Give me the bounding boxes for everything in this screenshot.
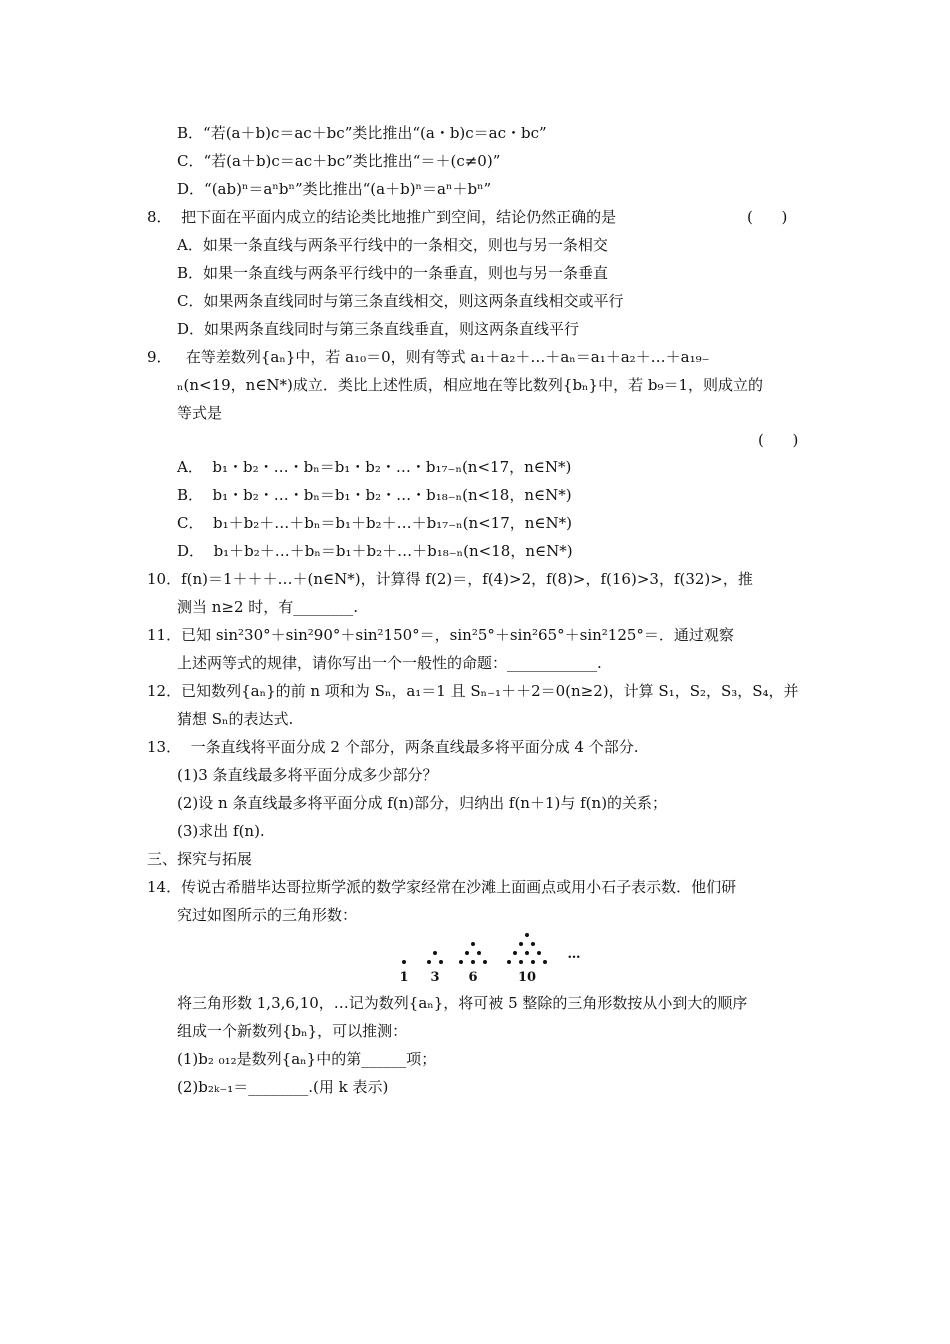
q14-stem-line2: 究过如图所示的三角形数： — [177, 906, 358, 924]
dot — [402, 960, 406, 964]
dot — [525, 933, 529, 937]
q8-option-d: D．如果两条直线同时与第三条直线垂直，则这两条直线平行 — [177, 320, 580, 338]
dot — [433, 951, 437, 955]
q14-after-line1: 将三角形数 1,3,6,10，…记为数列{aₙ}，将可被 5 整除的三角形数按从小到大的顺序 — [177, 994, 748, 1012]
q12-line1: 12．已知数列{aₙ}的前 n 项和为 Sₙ，a₁＝1 且 Sₙ₋₁＋＋2＝0(n≥2)，计算 S₁，S₂，S₃，S₄，并 — [147, 682, 799, 700]
q7-option-b: B．“若(a＋b)c＝ac＋bc”类比推出“(a・b)c＝ac・bc” — [177, 124, 547, 142]
figure-label-6: 6 — [468, 970, 478, 985]
figure-label-1: 1 — [399, 970, 409, 985]
q10-line2: 测当 n≥2 时，有________. — [177, 598, 359, 616]
figure-label-3: 3 — [430, 970, 440, 985]
q13-stem: 13． 一条直线将平面分成 2 个部分，两条直线最多将平面分成 4 个部分. — [147, 738, 639, 756]
q9-option-c: C． b₁＋b₂＋…＋bₙ＝b₁＋b₂＋…＋b₁₇₋ₙ(n<17，n∈N*) — [177, 514, 573, 532]
q7-option-d: D．“(ab)ⁿ＝aⁿbⁿ”类比推出“(a＋b)ⁿ＝aⁿ＋bⁿ” — [177, 180, 492, 198]
dot — [537, 951, 541, 955]
section-heading: 三、探究与拓展 — [147, 850, 253, 868]
q14-part2: (2)b₂ₖ₋₁＝________.(用 k 表示) — [177, 1078, 389, 1096]
q13-part1: (1)3 条直线最多将平面分成多少部分？ — [177, 766, 438, 784]
triangular-numbers-svg — [395, 924, 595, 986]
dot — [465, 951, 469, 955]
q14-part1: (1)b₂ ₀₁₂是数列{aₙ}中的第______项； — [177, 1050, 437, 1068]
q11-line1: 11．已知 sin²30°＋sin²90°＋sin²150°＝，sin²5°＋sin²65°＋sin²125°＝．通过观察 — [147, 626, 734, 644]
q9-option-b: B． b₁・b₂・…・bₙ＝b₁・b₂・…・b₁₈₋ₙ(n<18，n∈N*) — [177, 486, 572, 504]
figure-ellipsis: … — [567, 947, 581, 962]
dot — [531, 942, 535, 946]
dot — [459, 960, 463, 964]
q8-answer-bracket: ( ) — [747, 208, 788, 226]
q7-option-c: C．“若(a＋b)c＝ac＋bc”类比推出“＝＋(c≠0)” — [177, 152, 501, 170]
triangle-3-dots — [427, 951, 443, 964]
dot — [439, 960, 443, 964]
q13-part3: (3)求出 f(n). — [177, 822, 265, 840]
dot — [471, 942, 475, 946]
q9-stem-line1: 9． 在等差数列{aₙ}中，若 a₁₀＝0，则有等式 a₁＋a₂＋…＋aₙ＝a₁＋a₂＋…＋a₁₉₋ — [147, 348, 710, 366]
q12-line2: 猜想 Sₙ的表达式. — [177, 710, 294, 728]
q9-option-a: A． b₁・b₂・…・bₙ＝b₁・b₂・…・b₁₇₋ₙ(n<17，n∈N*) — [177, 458, 572, 476]
dot — [525, 951, 529, 955]
q8-stem: 8． 把下面在平面内成立的结论类比地推广到空间，结论仍然正确的是 — [147, 208, 617, 226]
dot — [519, 942, 523, 946]
triangle-10-dots — [507, 933, 547, 964]
dot — [477, 951, 481, 955]
q8-option-c: C．如果两条直线同时与第三条直线相交，则这两条直线相交或平行 — [177, 292, 624, 310]
dot — [531, 960, 535, 964]
dot — [513, 951, 517, 955]
q14-after-line2: 组成一个新数列{bₙ}，可以推测： — [177, 1022, 408, 1040]
q9-option-d: D． b₁＋b₂＋…＋bₙ＝b₁＋b₂＋…＋b₁₈₋ₙ(n<18，n∈N*) — [177, 542, 573, 560]
dot — [427, 960, 431, 964]
triangle-6-dots — [459, 942, 487, 964]
figure-label-10: 10 — [517, 970, 537, 985]
q10-line1: 10．f(n)＝1＋＋＋…＋(n∈N*)，计算得 f(2)＝，f(4)>2，f(8)>，f(16)>3，f(32)>，推 — [147, 570, 753, 588]
q14-stem-line1: 14．传说古希腊毕达哥拉斯学派的数学家经常在沙滩上面画点或用小石子表示数．他们研 — [147, 878, 737, 896]
dot — [543, 960, 547, 964]
q9-stem-line3: 等式是 — [177, 404, 223, 422]
dot — [519, 960, 523, 964]
q11-line2: 上述两等式的规律，请你写出一个一般性的命题：____________. — [177, 654, 602, 672]
q13-part2: (2)设 n 条直线最多将平面分成 f(n)部分，归纳出 f(n＋1)与 f(n)的关系； — [177, 794, 668, 812]
q8-option-b: B．如果一条直线与两条平行线中的一条垂直，则也与另一条垂直 — [177, 264, 609, 282]
dot — [471, 960, 475, 964]
dot — [483, 960, 487, 964]
q9-stem-line2: ₙ(n<19，n∈N*)成立．类比上述性质，相应地在等比数列{bₙ}中，若 b₉＝1，则成立的 — [177, 376, 764, 394]
q8-option-a: A．如果一条直线与两条平行线中的一条相交，则也与另一条相交 — [177, 236, 608, 254]
dot — [507, 960, 511, 964]
q9-answer-bracket: ( ) — [758, 431, 799, 449]
triangular-numbers-figure — [395, 924, 595, 986]
triangle-1-dots — [402, 960, 406, 964]
